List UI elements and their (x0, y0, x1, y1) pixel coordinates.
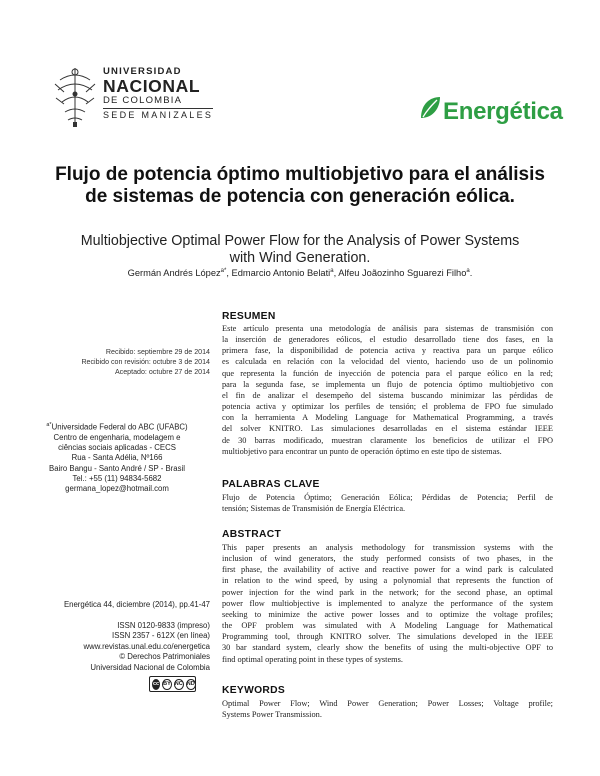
keywords-body (222, 698, 553, 720)
resumen-line: multiobjetivo para encontrar un punto de operación óptimo en este tipo de sistemas. (222, 446, 502, 456)
author-list: Germán Andrés López$^{a*}$, Edmarcio Antonio Belati$^a$, Alfeu Joãozinho Sguarezi Filho$^a$. (127, 268, 473, 279)
university-line2: NACIONAL (103, 75, 201, 96)
nd-icon: ND (186, 679, 196, 690)
date-accepted: Aceptado: octubre 27 de 2014 (114, 367, 210, 376)
resumen-line: con la herramienta A Modeling Language for Mathematical Programming, a través (222, 413, 553, 423)
author-name: Germán Andrés López (127, 268, 221, 279)
leaf-icon (418, 94, 442, 122)
affiliation-sup: a* (46, 422, 52, 428)
keywords-line: Systems Power Transmission. (222, 710, 322, 720)
abstract-line: find optimal operating point in these types of systems. (222, 654, 403, 664)
resumen-line: primera fase, la disponibilidad de potencia activa y reactiva para un parque eólico (222, 346, 553, 356)
university-name (103, 67, 213, 120)
affiliation-line4: Rua - Santa Adélia, Nº166 (71, 453, 163, 463)
affiliation (17, 420, 217, 495)
author-sup: a (330, 268, 334, 274)
keywords-line: Optimal Power Flow; Wind Power Generation; Power Losses; Voltage profile; (222, 699, 553, 708)
paper-title-en (0, 233, 600, 267)
abstract-line: power flow multiobjective is implemented to analyze the performance of the system (222, 598, 553, 608)
resumen-line: del solver KNITRO. Las simulaciones desarrolladas en el sistema estándar IEEE (222, 424, 553, 434)
journal-website[interactable]: www.revistas.unal.edu.co/energetica (83, 641, 210, 651)
abstract-line: Programming tool, through KNITRO solver. The simulations developed in the IEEE (222, 632, 553, 642)
date-revised: Recibido con revisión: octubre 3 de 2014 (81, 357, 210, 366)
resumen-line: es calculada en relación con la velocidad del viento, haciendo uso de un polinomio (222, 357, 553, 367)
title-es-line2: de sistemas de potencia con generación eólica. (85, 186, 515, 207)
abstract-line: first phase, the availability of active and reactive power for a wind park is calculated (222, 565, 553, 575)
journal-brand: Energética (443, 98, 563, 125)
affiliation-phone: Tel.: +55 (11) 94834-5682 (72, 474, 162, 484)
university-line4: SEDE MANIZALES (103, 109, 214, 120)
issn-online: ISSN 2357 - 612X (en línea) (112, 631, 210, 641)
resumen-line: de 30 barras modificado, muestran claramente los beneficios de utilizar el FPO (222, 435, 553, 445)
resumen-line: potencia activa y optimizar los perfiles de tensión; el problema de FPO fue simulado (222, 402, 553, 412)
university-logo (50, 62, 100, 130)
energetica-logo (418, 94, 442, 127)
resumen-line: Este artículo presenta una metodología de análisis para sistemas de transmisión con (222, 324, 553, 333)
resumen-line: la inserción de generadores eólicos, el estudio desarrollado tiene dos fases, en la (222, 335, 553, 345)
title-es-line1: Flujo de potencia óptimo multiobjetivo para el análisis (55, 164, 545, 185)
resumen-line: que representa la función de inyección de potencia para el parque eólico en la red; (222, 368, 553, 378)
affiliation-line3: ciências sociais aplicadas - CECS (58, 443, 176, 453)
palabras-line: Flujo de Potencia Óptimo; Generación Eólica; Pérdidas de Potencia; Perfil de (222, 493, 553, 502)
abstract-line: in relation to the wind speed, by using a polynomial that represents the function of (222, 576, 553, 586)
author-sup: a* (220, 268, 227, 274)
palabras-body (222, 492, 553, 514)
date-received: Recibido: septiembre 29 de 2014 (105, 348, 210, 356)
abstract-line: inclusion of wind generators, the study performed consists of two phases, in the (222, 554, 553, 564)
abstract-line: seeking to minimize the active power losses and to optimize the voltage profiles; (222, 609, 553, 619)
author-name: Alfeu Joãozinho Sguarezi Filho (338, 268, 467, 279)
affiliation-email[interactable]: germana_lopez@hotmail.com (65, 484, 169, 494)
university-line3: DE COLOMBIA (103, 95, 183, 106)
abstract-line: power injection for the wind park in the network; for the second phase, an optimal (222, 587, 553, 597)
abstract-line: This paper presents an analysis methodology for transmission systems with the (222, 543, 553, 552)
palabras-heading: PALABRAS CLAVE (222, 479, 320, 490)
nc-icon: NC (174, 679, 184, 690)
author-sup: a (466, 268, 470, 274)
resumen-line: el fin de analizar el desempeño del sistema buscando minimizar las pérdidas de (222, 390, 553, 400)
cc-icon: cc (152, 679, 160, 690)
affiliation-line5: Bairo Bangu - Santo André / SP - Brasil (49, 463, 185, 473)
citation: Energética 44, diciembre (2014), pp.41-47 (63, 600, 210, 609)
issn-print: ISSN 0120-9833 (impreso) (117, 621, 210, 630)
resumen-body (222, 323, 553, 457)
paper-title-es (0, 164, 600, 208)
abstract-heading: ABSTRACT (222, 529, 282, 540)
university-line1: UNIVERSIDAD (103, 66, 182, 77)
copyright-holder: Universidad Nacional de Colombia (90, 662, 210, 672)
title-en-line2: with Wind Generation. (229, 250, 371, 266)
title-en-line1: Multiobjective Optimal Power Flow for the Analysis of Power Systems (80, 233, 520, 249)
affiliation-line1: $^{a*}$Universidade Federal do ABC (UFABC) (46, 422, 188, 432)
affiliation-line2: Centro de engenharia, modelagem e (53, 432, 181, 442)
keywords-heading: KEYWORDS (222, 685, 286, 696)
publication-info (0, 621, 210, 673)
coat-of-arms-icon (50, 62, 100, 130)
cc-license-badge[interactable] (149, 676, 196, 692)
by-icon: BY (162, 679, 172, 690)
resumen-heading: RESUMEN (222, 311, 276, 322)
author-name: Edmarcio Antonio Belati (231, 268, 331, 279)
resumen-line: para la segunda fase, se implementa un flujo de potencia óptimo multiobjetivo con (222, 379, 553, 389)
abstract-body (222, 542, 553, 665)
copyright: © Derechos Patrimoniales (119, 652, 210, 662)
abstract-line: the OPF problem was simulated with A Modeling Language for Mathematical (222, 621, 553, 631)
palabras-line: tensión; Sistemas de Transmisión de Energía Eléctrica. (222, 504, 406, 514)
date-history (0, 348, 210, 377)
abstract-line: 30 bar standard system, clearly show the benefits of using the multi-objective OPF to (222, 643, 553, 653)
